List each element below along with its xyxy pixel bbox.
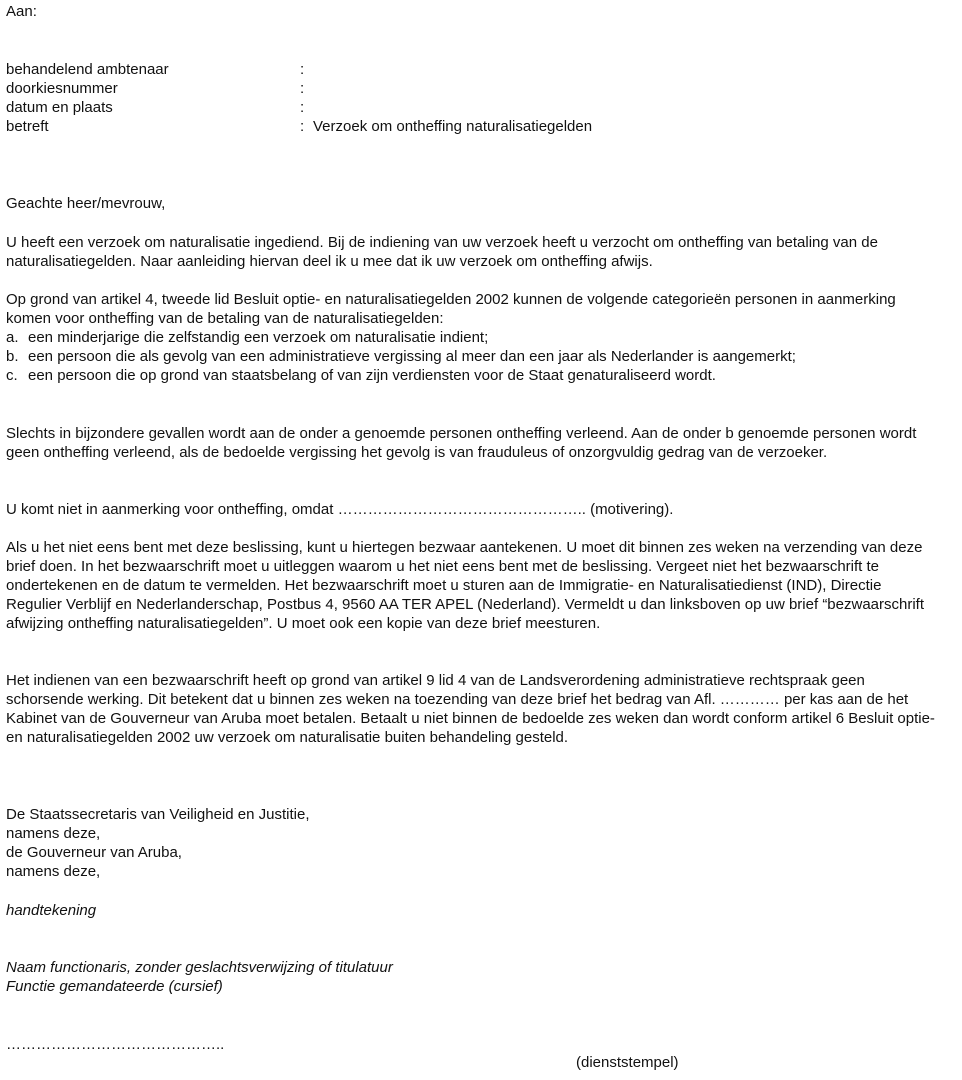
meta-colon: : bbox=[300, 61, 305, 78]
official-name: Naam functionaris, zonder geslachtsverwijzing of titulatuur bbox=[6, 959, 393, 976]
paragraph-motivation: U komt niet in aanmerking voor ontheffing, omdat ………………………………………….. (motivering). bbox=[6, 501, 674, 518]
paragraph-exceptions: Slechts in bijzondere gevallen wordt aan de onder a genoemde personen ontheffing verleend. Aan de onder b genoemde personen wordt geen ontheffing verleend, als de bedoelde vergissing het gevolg is van frauduleus of onzorgvuldig gedrag van de verzoeker. bbox=[6, 425, 917, 461]
meta-label: datum en plaats bbox=[6, 99, 113, 116]
list-marker: c. bbox=[6, 367, 18, 384]
closing-block bbox=[6, 805, 936, 881]
closing-line: de Gouverneur van Aruba, bbox=[6, 844, 182, 861]
meta-value: Verzoek om ontheffing naturalisatiegelden bbox=[313, 118, 593, 135]
paragraph-request: U heeft een verzoek om naturalisatie ingediend. Bij de indiening van uw verzoek heeft u verzocht om ontheffing van betaling van de naturalisatiegelden. Naar aanleiding hiervan deel ik u mee dat ik uw verzoek om ontheffing afwijs. bbox=[6, 234, 878, 270]
service-stamp-placeholder: (dienststempel) bbox=[576, 1054, 679, 1071]
meta-label: behandelend ambtenaar bbox=[6, 61, 169, 78]
signature-placeholder: handtekening bbox=[6, 902, 97, 919]
categories-intro: Op grond van artikel 4, tweede lid Besluit optie- en naturalisatiegelden 2002 kunnen de volgende categorieën personen in aanmerking komen voor ontheffing van de betaling van de naturalisatiegelden: bbox=[6, 291, 896, 327]
meta-label: doorkiesnummer bbox=[6, 80, 118, 97]
meta-colon: : bbox=[300, 99, 305, 116]
closing-line: namens deze, bbox=[6, 825, 101, 842]
list-item bbox=[6, 347, 936, 366]
official-function: Functie gemandateerde (cursief) bbox=[6, 978, 223, 995]
meta-colon: : bbox=[300, 80, 305, 97]
list-text: een persoon die op grond van staatsbelang of van zijn verdiensten voor de Staat genaturaliseerd wordt. bbox=[28, 367, 716, 384]
dotted-signature-line: …………………………………….. bbox=[6, 1036, 225, 1053]
list-marker: a. bbox=[6, 329, 19, 346]
paragraph-payment: Het indienen van een bezwaarschrift heeft op grond van artikel 9 lid 4 van de Landsverordening administratieve rechtspraak geen schorsende werking. Dit betekent dat u binnen zes weken na toezending van deze brief het bedrag van Afl. ………… per kas aan de het Kabinet van de Gouverneur van Aruba moet betalen. Betaalt u niet binnen de bedoelde zes weken dan wordt conform artikel 6 Besluit optie- en naturalisatiegelden 2002 uw verzoek om naturalisatie buiten behandeling gesteld. bbox=[6, 672, 935, 746]
list-item bbox=[6, 366, 936, 385]
list-marker: b. bbox=[6, 348, 19, 365]
list-text: een persoon die als gevolg van een administratieve vergissing al meer dan een jaar als Nederlander is aangemerkt; bbox=[28, 348, 796, 365]
meta-colon: : bbox=[300, 118, 305, 135]
salutation: Geachte heer/mevrouw, bbox=[6, 195, 166, 212]
list-item bbox=[6, 328, 936, 347]
closing-line: De Staatssecretaris van Veiligheid en Justitie, bbox=[6, 806, 310, 823]
meta-label: betreft bbox=[6, 118, 49, 135]
closing-line: namens deze, bbox=[6, 863, 101, 880]
addressee-label: Aan: bbox=[6, 3, 37, 20]
list-text: een minderjarige die zelfstandig een verzoek om naturalisatie indient; bbox=[28, 329, 489, 346]
paragraph-objection: Als u het niet eens bent met deze beslissing, kunt u hiertegen bezwaar aantekenen. U moet dit binnen zes weken na verzending van deze brief doen. In het bezwaarschrift moet u uitleggen waarom u het niet eens bent met de beslissing. Vergeet niet het bezwaarschrift te ondertekenen en de datum te vermelden. Het bezwaarschrift moet u sturen aan de Immigratie- en Naturalisatiedienst (IND), Directie Regulier Verblijf en Nederlanderschap, Postbus 4, 9560 AA TER APEL (Nederland). Vermeldt u dan linksboven op uw brief “bezwaarschrift afwijzing ontheffing naturalisatiegelden”. U moet ook een kopie van deze brief meesturen. bbox=[6, 539, 925, 632]
paragraph-categories bbox=[6, 290, 936, 385]
